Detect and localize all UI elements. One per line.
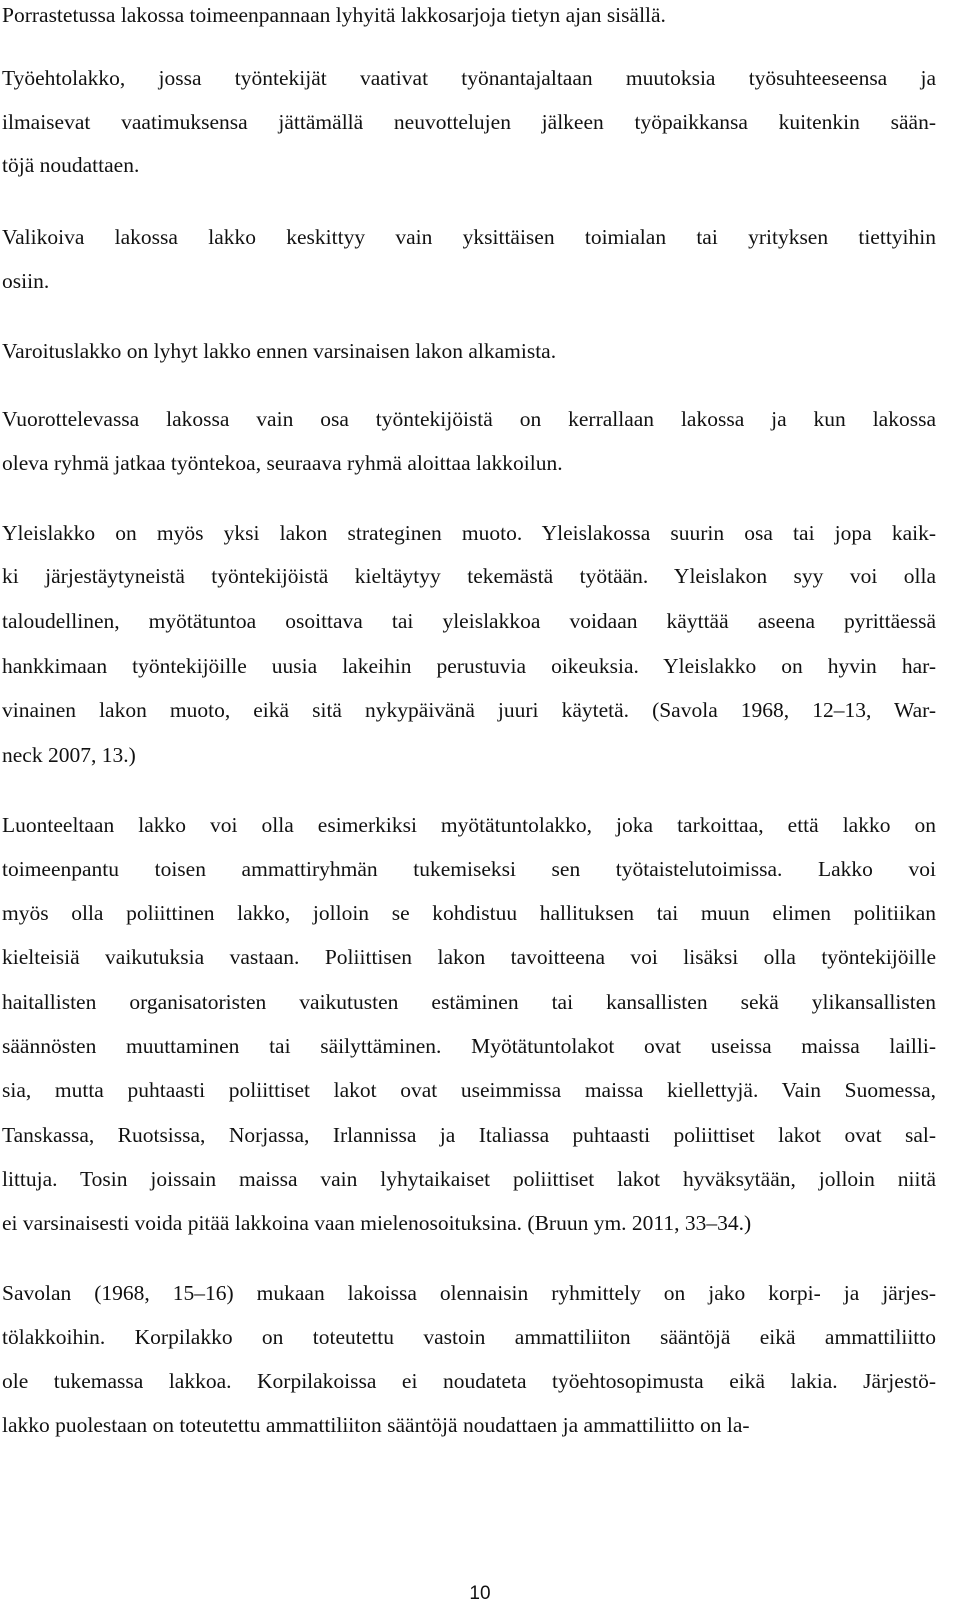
text-line: vinainen lakon muoto, eikä sitä nykypäivänä juuri käytetä. (Savola 1968, 12–13, War-: [2, 698, 936, 722]
text-line: haitallisten organisatoristen vaikutusten estäminen tai kansallisten sekä ylikansallisten: [2, 990, 936, 1014]
text-line: Varoituslakko on lyhyt lakko ennen varsinaisen lakon alkamista.: [2, 339, 557, 363]
text-line: Porrastetussa lakossa toimeenpannaan lyhyitä lakkosarjoja tietyn ajan sisällä.: [2, 3, 666, 27]
text-line: Savolan (1968, 15–16) mukaan lakoissa olennaisin ryhmittely on jako korpi- ja järjes-: [2, 1281, 936, 1305]
page-number: 10: [469, 1583, 491, 1604]
text-line: säännösten muuttaminen tai säilyttäminen. Myötätuntolakot ovat useissa maissa lailli-: [2, 1034, 936, 1058]
text-line: Vuorottelevassa lakossa vain osa työntekijöistä on kerrallaan lakossa ja kun lakossa: [2, 407, 936, 431]
text-line: ole tukemassa lakkoa. Korpilakoissa ei noudateta työehtosopimusta eikä lakia. Järjestö-: [2, 1369, 936, 1393]
text-line: ilmaisevat vaatimuksensa jättämällä neuvottelujen jälkeen työpaikkansa kuitenkin sään-: [2, 110, 936, 134]
text-line: Tanskassa, Ruotsissa, Norjassa, Irlannissa ja Italiassa puhtaasti poliittiset lakot ovat sal-: [2, 1123, 936, 1147]
text-line: ki järjestäytyneistä työntekijöistä kieltäytyy tekemästä työtään. Yleislakon syy voi olla: [2, 564, 936, 588]
text-line: littuja. Tosin joissain maissa vain lyhytaikaiset poliittiset lakot hyväksytään, jolloin niitä: [2, 1167, 936, 1191]
text-line: neck 2007, 13.): [2, 743, 136, 767]
text-line: osiin.: [2, 269, 50, 293]
text-line: Luonteeltaan lakko voi olla esimerkiksi myötätuntolakko, joka tarkoittaa, että lakko on: [2, 813, 936, 837]
text-line: hankkimaan työntekijöille uusia lakeihin perustuvia oikeuksia. Yleislakko on hyvin har-: [2, 654, 936, 678]
text-line: taloudellinen, myötätuntoa osoittava tai yleislakkoa voidaan käyttää aseena pyrittäessä: [2, 609, 936, 633]
text-line: tölakkoihin. Korpilakko on toteutettu vastoin ammattiliiton sääntöjä eikä ammattiliitto: [2, 1325, 936, 1349]
text-line: kielteisiä vaikutuksia vastaan. Poliittisen lakon tavoitteena voi lisäksi olla työntekijöille: [2, 945, 936, 969]
text-line: myös olla poliittinen lakko, jolloin se kohdistuu hallituksen tai muun elimen politiikan: [2, 901, 936, 925]
text-line: töjä noudattaen.: [2, 153, 140, 177]
text-line: Yleislakko on myös yksi lakon strateginen muoto. Yleislakossa suurin osa tai jopa kaik-: [2, 521, 936, 545]
text-line: oleva ryhmä jatkaa työntekoa, seuraava ryhmä aloittaa lakkoilun.: [2, 451, 563, 475]
text-line: lakko puolestaan on toteutettu ammattiliiton sääntöjä noudattaen ja ammattiliitto on la-: [2, 1413, 750, 1437]
text-line: sia, mutta puhtaasti poliittiset lakot ovat useimmissa maissa kiellettyjä. Vain Suomessa,: [2, 1078, 936, 1102]
text-line: toimeenpantu toisen ammattiryhmän tukemiseksi sen työtaistelutoimissa. Lakko voi: [2, 857, 936, 881]
text-line: Työehtolakko, jossa työntekijät vaativat työnantajaltaan muutoksia työsuhteeseensa ja: [2, 66, 936, 90]
text-line: ei varsinaisesti voida pitää lakkoina vaan mielenosoituksina. (Bruun ym. 2011, 33–34.): [2, 1211, 752, 1235]
text-line: Valikoiva lakossa lakko keskittyy vain yksittäisen toimialan tai yrityksen tiettyihin: [2, 225, 936, 249]
